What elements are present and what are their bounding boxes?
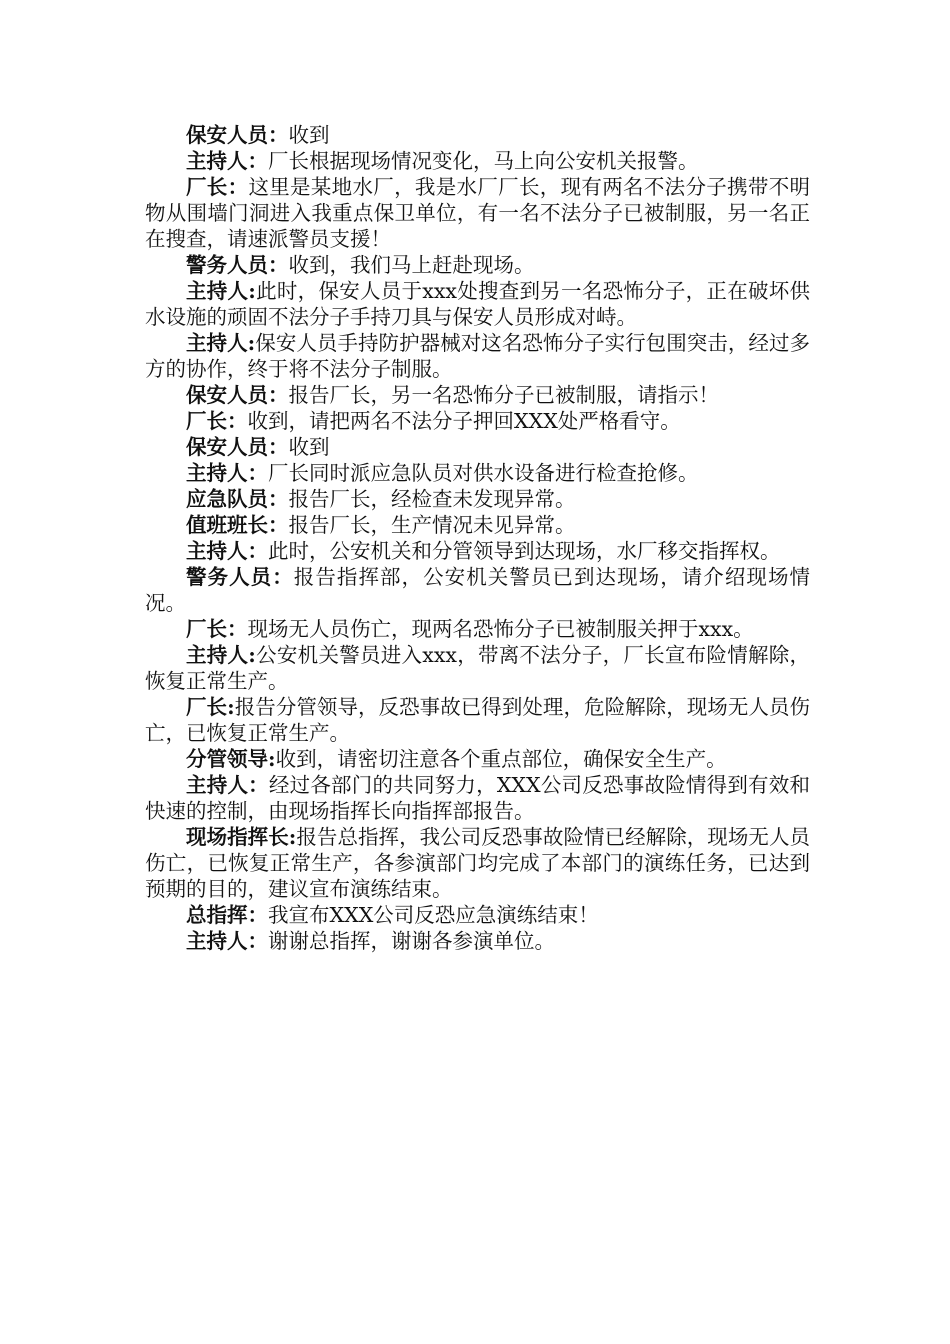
dialogue-paragraph — [145, 564, 810, 616]
speaker-label: 现场指挥长: — [186, 825, 297, 849]
speaker-label: 主持人： — [186, 539, 268, 563]
dialogue-text: 报告分管领导，反恐事故已得到处理，危险解除，现场无人员伤亡，已恢复正常生产。 — [145, 695, 810, 745]
dialogue-paragraph — [145, 642, 810, 694]
speaker-label: 厂长： — [186, 617, 248, 641]
speaker-label: 厂长： — [186, 175, 249, 199]
dialogue-paragraph — [145, 928, 810, 954]
speaker-label: 主持人： — [186, 461, 268, 485]
dialogue-text: 厂长同时派应急队员对供水设备进行检查抢修。 — [268, 461, 699, 485]
dialogue-paragraph — [145, 746, 810, 772]
dialogue-text: 报告厂长，另一名恐怖分子已被制服，请指示！ — [288, 383, 719, 407]
dialogue-paragraph — [145, 434, 810, 460]
dialogue-text: 谢谢总指挥，谢谢各参演单位。 — [268, 929, 555, 953]
speaker-label: 主持人： — [186, 929, 268, 953]
dialogue-text: 收到 — [288, 435, 330, 459]
dialogue-text: 收到，请把两名不法分子押回XXX处严格看守。 — [247, 409, 681, 433]
dialogue-text: 这里是某地水厂，我是水厂厂长，现有两名不法分子携带不明物从围墙门洞进入我重点保卫单位，有一名不法分子已被制服，另一名正在搜查，请速派警员支援！ — [145, 175, 811, 251]
dialogue-paragraph — [145, 486, 810, 512]
dialogue-paragraph — [145, 278, 810, 330]
speaker-label: 保安人员： — [186, 435, 289, 459]
dialogue-paragraph — [145, 902, 810, 928]
dialogue-paragraph — [145, 382, 810, 408]
dialogue-text: 此时，公安机关和分管领导到达现场，水厂移交指挥权。 — [268, 539, 781, 563]
dialogue-paragraph — [145, 330, 810, 382]
dialogue-paragraph — [145, 408, 810, 434]
dialogue-paragraph — [145, 460, 810, 486]
dialogue-text: 报告指挥部，公安机关警员已到达现场，请介绍现场情况。 — [145, 565, 811, 615]
speaker-label: 警务人员： — [186, 253, 289, 277]
speaker-label: 分管领导: — [186, 747, 276, 771]
dialogue-text: 经过各部门的共同努力，XXX公司反恐事故险情得到有效和快速的控制，由现场指挥长向指挥部报告。 — [145, 773, 811, 823]
speaker-label: 值班班长： — [186, 513, 289, 537]
speaker-label: 警务人员： — [186, 565, 294, 589]
dialogue-paragraph — [145, 538, 810, 564]
dialogue-paragraph — [145, 148, 810, 174]
dialogue-paragraph — [145, 174, 810, 252]
dialogue-text: 报告厂长，生产情况未见异常。 — [288, 513, 576, 537]
speaker-label: 主持人: — [186, 331, 256, 355]
dialogue-paragraph — [145, 512, 810, 538]
dialogue-text: 此时，保安人员于xxx处搜查到另一名恐怖分子，正在破坏供水设施的顽固不法分子手持刀具与保安人员形成对峙。 — [145, 279, 810, 329]
speaker-label: 厂长： — [186, 409, 248, 433]
dialogue-text: 保安人员手持防护器械对这名恐怖分子实行包围突击，经过多方的协作，终于将不法分子制服。 — [145, 331, 810, 381]
speaker-label: 保安人员： — [186, 383, 289, 407]
dialogue-paragraph — [145, 824, 810, 902]
speaker-label: 总指挥： — [186, 903, 268, 927]
dialogue-text: 报告总指挥，我公司反恐事故险情已经解除，现场无人员伤亡，已恢复正常生产，各参演部门均完成了本部门的演练任务，已达到预期的目的，建议宣布演练结束。 — [145, 825, 810, 901]
dialogue-paragraph — [145, 616, 810, 642]
dialogue-text: 公安机关警员进入xxx，带离不法分子，厂长宣布险情解除，恢复正常生产。 — [145, 643, 810, 693]
dialogue-text: 我宣布XXX公司反恐应急演练结束！ — [268, 903, 599, 927]
dialogue-text: 厂长根据现场情况变化，马上向公安机关报警。 — [268, 149, 699, 173]
dialogue-text: 收到，我们马上赶赴现场。 — [288, 253, 535, 277]
speaker-label: 应急队员： — [186, 487, 289, 511]
dialogue-text: 收到 — [288, 123, 330, 147]
speaker-label: 主持人: — [186, 643, 256, 667]
dialogue-paragraph — [145, 772, 810, 824]
script-body — [145, 122, 810, 954]
speaker-label: 主持人： — [186, 149, 268, 173]
speaker-label: 厂长: — [186, 695, 235, 719]
dialogue-text: 收到，请密切注意各个重点部位，确保安全生产。 — [275, 747, 727, 771]
dialogue-paragraph — [145, 252, 810, 278]
dialogue-paragraph — [145, 122, 810, 148]
speaker-label: 主持人: — [186, 279, 256, 303]
speaker-label: 主持人： — [186, 773, 269, 797]
dialogue-text: 报告厂长，经检查未发现异常。 — [288, 487, 576, 511]
dialogue-text: 现场无人员伤亡，现两名恐怖分子已被制服关押于xxx。 — [247, 617, 754, 641]
dialogue-paragraph — [145, 694, 810, 746]
speaker-label: 保安人员： — [186, 123, 289, 147]
